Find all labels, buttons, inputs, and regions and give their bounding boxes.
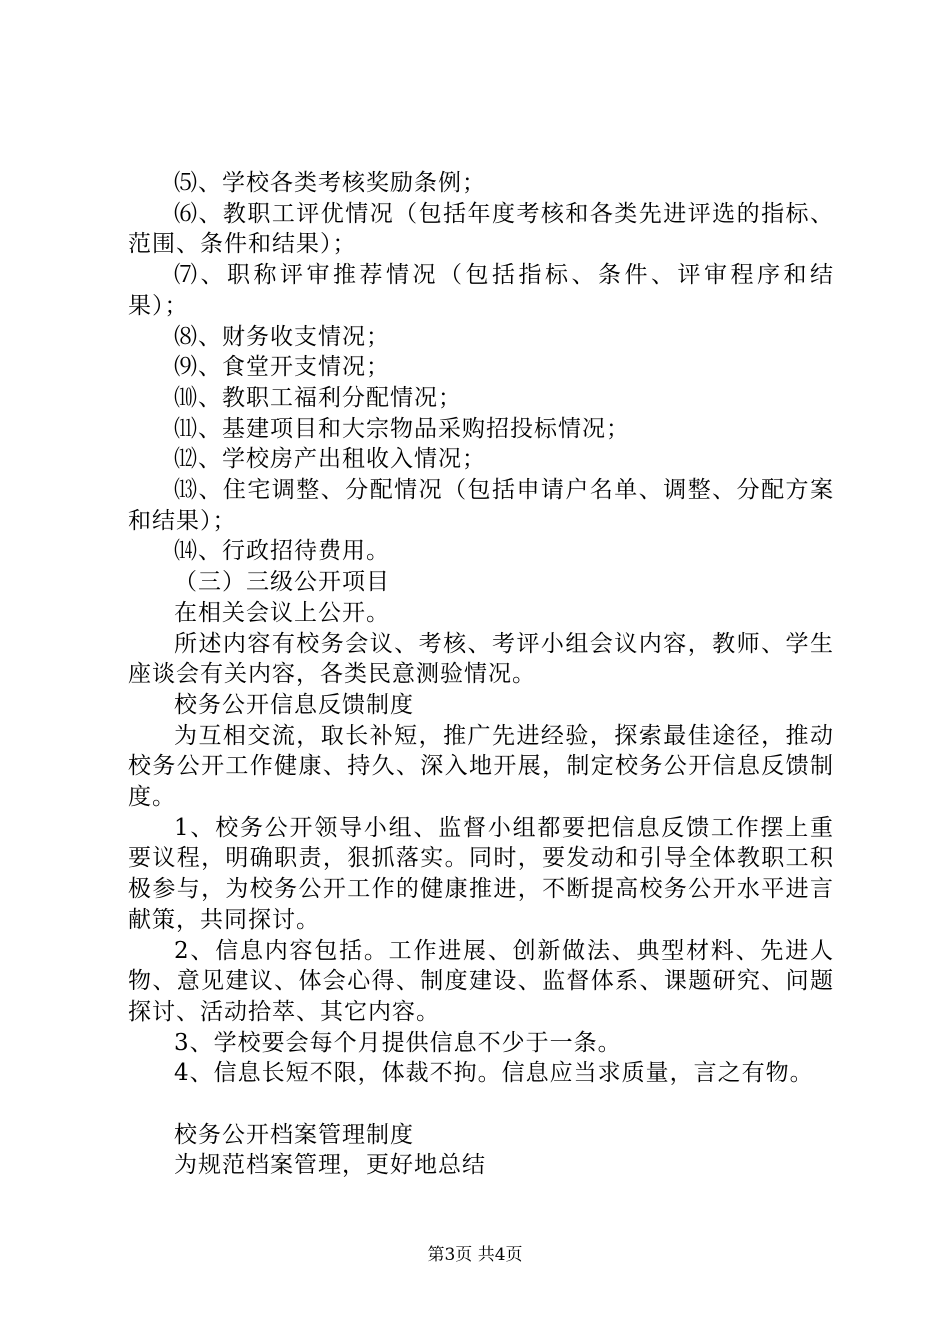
paragraph-item-7: ⑺、职称评审推荐情况（包括指标、条件、评审程序和结果）； bbox=[128, 262, 834, 319]
paragraph-item-5: ⑸、学校各类考核奖励条例； bbox=[174, 170, 486, 196]
paragraph-item-10: ⑽、教职工福利分配情况； bbox=[174, 384, 462, 411]
paragraph-archive-intro: 为规范档案管理，更好地总结 bbox=[174, 1152, 486, 1179]
paragraph-item-6: ⑹、教职工评优情况（包括年度考核和各类先进评选的指标、范围、条件和结果）； bbox=[128, 200, 834, 258]
paragraph-rule-3: 3、学校要会每个月提供信息不少于一条。 bbox=[174, 1029, 622, 1056]
paragraph-rule-4: 4、信息长短不限，体裁不拘。信息应当求质量，言之有物。 bbox=[174, 1060, 814, 1087]
paragraph-item-9: ⑼、食堂开支情况； bbox=[174, 354, 390, 381]
paragraph-content-description: 所述内容有校务会议、考核、考评小组会议内容，教师、学生座谈会有关内容，各类民意测验情况。 bbox=[128, 630, 834, 688]
section-title-feedback: 校务公开信息反馈制度 bbox=[174, 691, 414, 718]
paragraph-rule-2: 2、信息内容包括。工作进展、创新做法、典型材料、先进人物、意见建议、体会心得、制度建设、监督体系、课题研究、问题探讨、活动拾萃、其它内容。 bbox=[128, 937, 834, 1025]
paragraph-item-12: ⑿、学校房产出租收入情况； bbox=[174, 446, 486, 473]
paragraph-item-13: ⒀、住宅调整、分配情况（包括申请户名单、调整、分配方案和结果）； bbox=[128, 477, 834, 534]
paragraph-rule-1: 1、校务公开领导小组、监督小组都要把信息反馈工作摆上重要议程，明确职责，狠抓落实。同时，要发动和引导全体教职工积极参与，为校务公开工作的健康推进，不断提高校务公开水平进言献策，共同探讨。 bbox=[128, 814, 834, 933]
paragraph-feedback-intro: 为互相交流，取长补短，推广先进经验，探索最佳途径，推动校务公开工作健康、持久、深入地开展，制定校务公开信息反馈制度。 bbox=[128, 722, 834, 811]
paragraph-item-11: ⑾、基建项目和大宗物品采购招投标情况； bbox=[174, 415, 630, 442]
blank-line bbox=[128, 1089, 834, 1120]
section-title-archive: 校务公开档案管理制度 bbox=[174, 1121, 414, 1148]
paragraph-item-14: ⒁、行政招待费用。 bbox=[174, 538, 390, 565]
document-body bbox=[128, 168, 834, 1181]
page-footer: 第3页 共4页 bbox=[427, 1245, 523, 1265]
paragraph-meeting-disclosure: 在相关会议上公开。 bbox=[174, 599, 390, 626]
paragraph-item-8: ⑻、财务收支情况； bbox=[174, 323, 390, 350]
section-heading-level-3: （三）三级公开项目 bbox=[174, 569, 390, 596]
